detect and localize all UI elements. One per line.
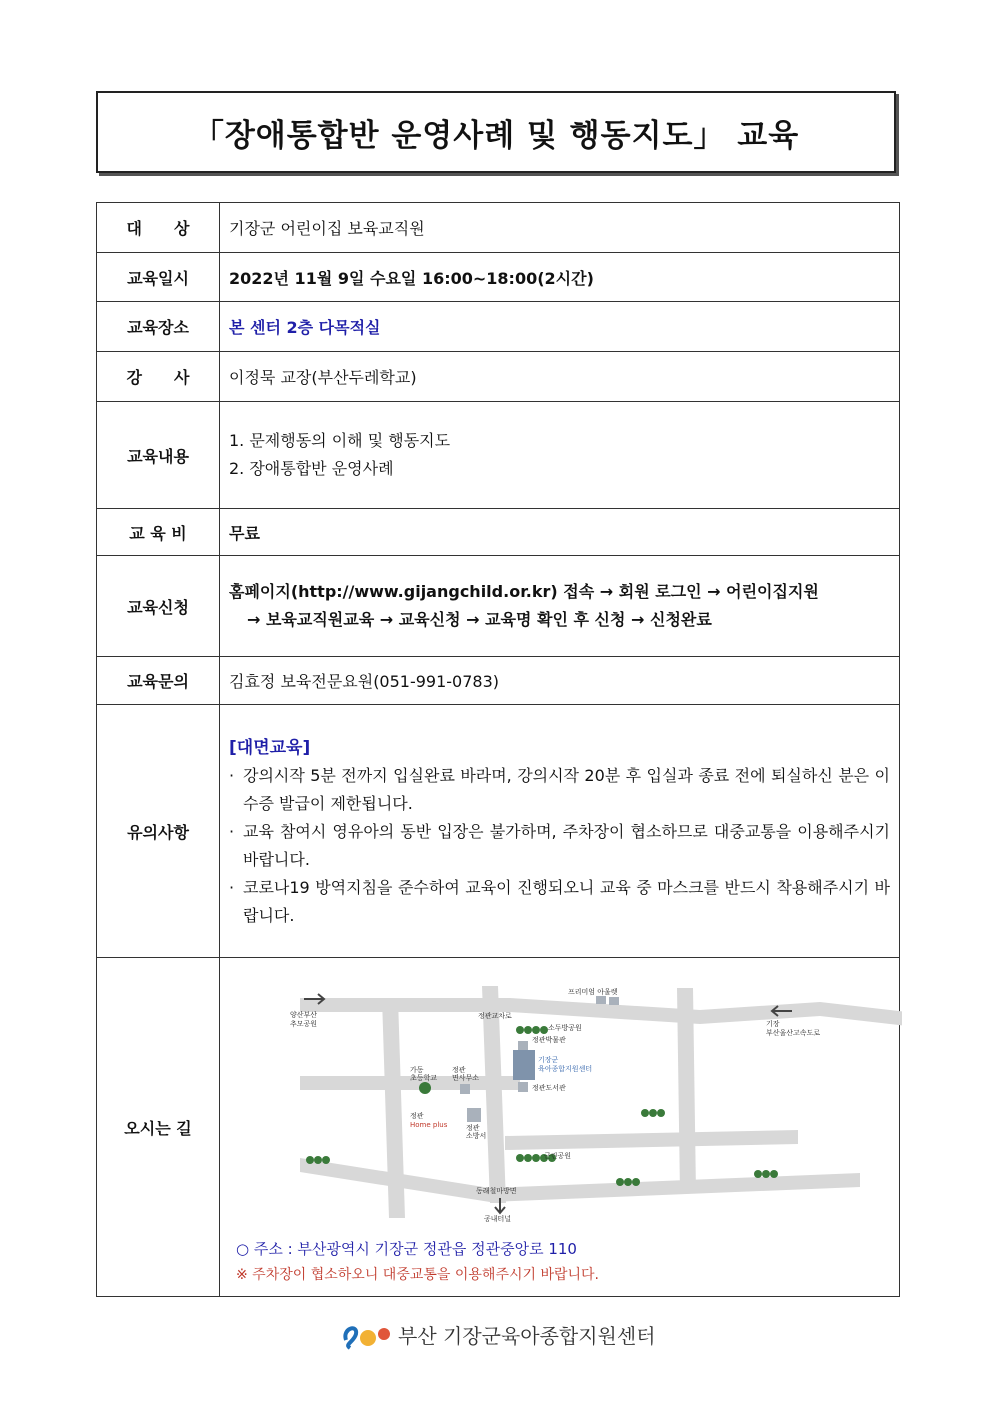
map-label: 부산울산고속도로 [766, 1029, 821, 1037]
map-label: 육아종합지원센터 [538, 1065, 593, 1073]
map-label: 동래철마방면 [476, 1187, 517, 1195]
content-item-2: 2. 장애통합반 운영사례 [229, 459, 394, 478]
organization-logo-icon [340, 1318, 392, 1350]
page-title: 「장애통합반 운영사례 및 행동지도」 교육 [96, 91, 896, 173]
map-label: 기장 [766, 1020, 780, 1028]
note-text-1: 강의시작 5분 전까지 입실완료 바라며, 강의시작 20분 후 입실과 종료 전에 퇴실하신 분은 이수증 발급이 제한됩니다. [243, 765, 890, 813]
map-label: 공내터널 [484, 1215, 512, 1223]
map-label: 정관박물관 [532, 1036, 566, 1044]
apply-line-2: → 보육교직원교육 → 교육신청 → 교육명 확인 후 신청 → 신청완료 [247, 610, 712, 629]
row-label-date: 교육일시 [97, 253, 220, 302]
row-value-place: 본 센터 2층 다목적실 [220, 302, 900, 352]
map-label: 정관도서관 [532, 1084, 566, 1092]
notes-heading: [대면교육] [229, 737, 311, 758]
row-label-content: 교육내용 [97, 402, 220, 509]
note-item: · 강의시작 5분 전까지 입실완료 바라며, 강의시작 20분 후 입실과 종료 전에 퇴실하신 분은 이수증 발급이 제한됩니다. [229, 762, 890, 818]
note-item: · 코로나19 방역지침을 준수하여 교육이 진행되오니 교육 중 마스크를 반드시 착용해주시기 바랍니다. [229, 874, 890, 930]
footer [340, 1318, 656, 1350]
table-row [97, 657, 900, 705]
table-row [97, 203, 900, 253]
row-label-notes: 유의사항 [97, 705, 220, 958]
map-label: 기장군 [538, 1056, 559, 1064]
map-label: 정관 [452, 1066, 466, 1074]
table-row [97, 253, 900, 302]
row-label-directions: 오시는 길 [97, 958, 220, 1297]
row-value-lecturer: 이정묵 교장(부산두레학교) [220, 352, 900, 402]
table-row [97, 705, 900, 958]
info-table [96, 202, 900, 1297]
map-label: 정관교차로 [478, 1012, 512, 1020]
map-label: 근린공원 [544, 1152, 572, 1160]
map-label: 정관 [466, 1124, 480, 1132]
map-label: 소방서 [466, 1132, 487, 1140]
address-text: ○ 주소 : 부산광역시 기장군 정관읍 정관중앙로 110 [236, 1240, 577, 1258]
row-value-apply [220, 556, 900, 657]
table-row [97, 509, 900, 556]
note-text-2: 교육 참여시 영유아의 동반 입장은 불가하며, 주차장이 협소하므로 대중교통을 이용해주시기 바랍니다. [243, 821, 890, 869]
row-value-fee: 무료 [220, 509, 900, 556]
map-label: Home plus [410, 1121, 448, 1129]
table-row [97, 402, 900, 509]
table-row [97, 958, 900, 1297]
row-label-apply: 교육신청 [97, 556, 220, 657]
row-label-fee: 교 육 비 [97, 509, 220, 556]
table-row [97, 352, 900, 402]
table-row [97, 556, 900, 657]
map-label: 정관 [410, 1112, 424, 1120]
note-item: · 교육 참여시 영유아의 동반 입장은 불가하며, 주차장이 협소하므로 대중교통을 이용해주시기 바랍니다. [229, 818, 890, 874]
row-value-target: 기장군 어린이집 보육교직원 [220, 203, 900, 253]
map-label: 면사무소 [452, 1074, 480, 1082]
table-row [97, 302, 900, 352]
row-value-inquiry: 김효정 보육전문요원(051-991-0783) [220, 657, 900, 705]
parking-notice: ※ 주차장이 협소하오니 대중교통을 이용해주시기 바랍니다. [236, 1267, 600, 1283]
organization-name: 부산 기장군육아종합지원센터 [398, 1323, 656, 1348]
directions-map [220, 958, 899, 1296]
row-label-place: 교육장소 [97, 302, 220, 352]
map-label: 프리미엄 아울렛 [568, 988, 618, 996]
row-value-directions [220, 958, 900, 1297]
row-label-inquiry: 교육문의 [97, 657, 220, 705]
apply-line-1: 홈페이지(http://www.gijangchild.or.kr) 접속 → 회원 로그인 → 어린이집지원 [229, 582, 819, 601]
content-item-1: 1. 문제행동의 이해 및 행동지도 [229, 431, 451, 450]
map-label: 초등학교 [410, 1074, 438, 1082]
map-label: 소두방공원 [548, 1024, 582, 1032]
row-value-notes [220, 705, 900, 958]
row-value-date: 2022년 11월 9일 수요일 16:00~18:00(2시간) [220, 253, 900, 302]
map-label: 양산부산 [290, 1011, 318, 1019]
map-label: 가동 [410, 1066, 424, 1074]
row-value-content [220, 402, 900, 509]
row-label-lecturer: 강 사 [97, 352, 220, 402]
note-text-3: 코로나19 방역지침을 준수하여 교육이 진행되오니 교육 중 마스크를 반드시 착용해주시기 바랍니다. [243, 877, 890, 925]
map-label: 추모공원 [290, 1020, 318, 1028]
row-label-target: 대 상 [97, 203, 220, 253]
